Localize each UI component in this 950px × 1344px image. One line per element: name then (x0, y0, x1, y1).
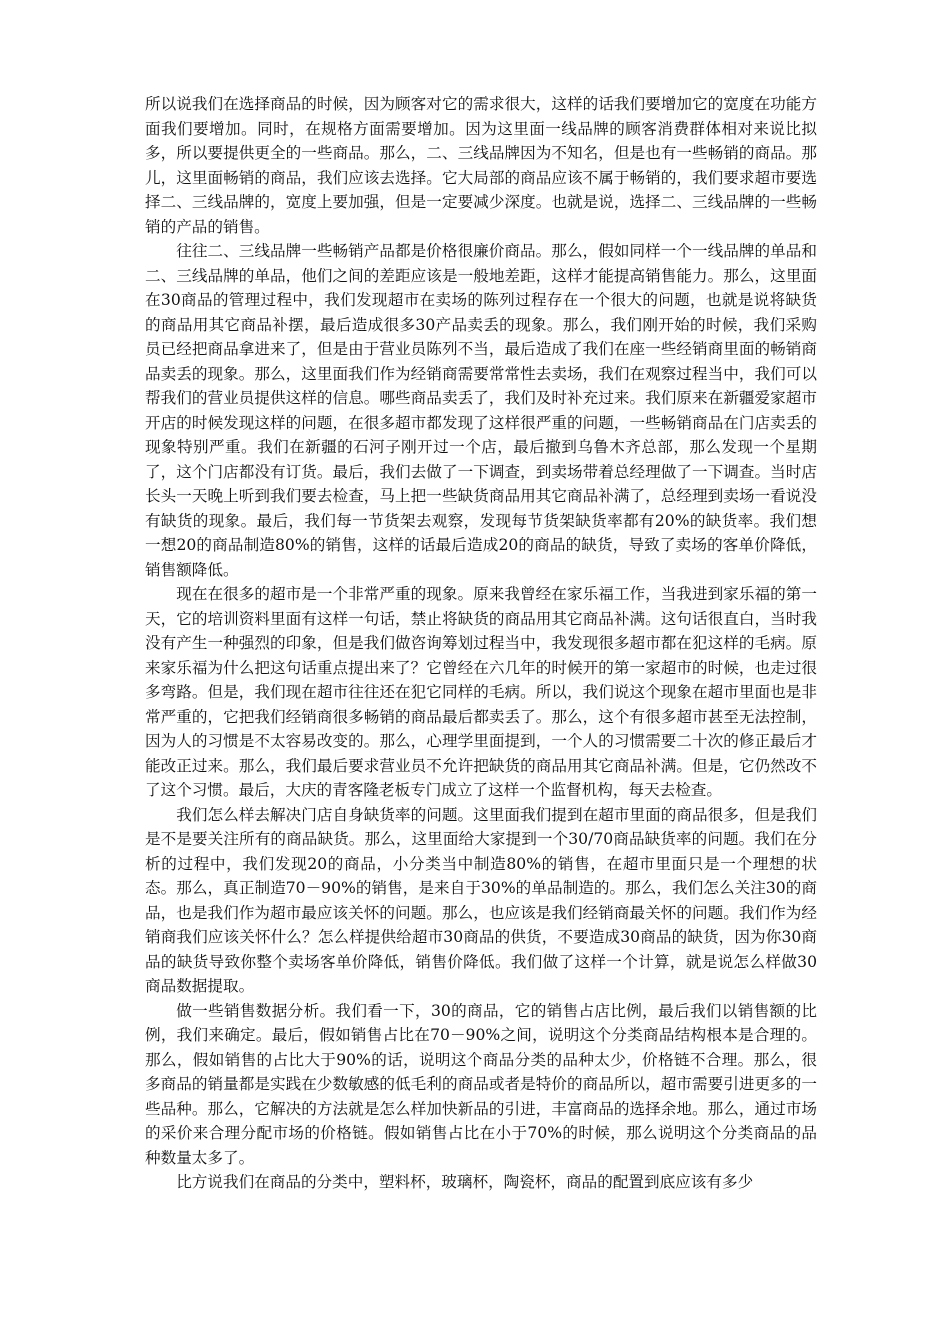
paragraph-4: 我们怎么样去解决门店自身缺货率的问题。这里面我们提到在超市里面的商品很多，但是我们是不是要关注所有的商品缺货。那么，这里面给大家提到一个30/70商品缺货率的问题。我们在分析的过程中，我们发现20的商品，小分类当中制造80%的销售，在超市里面只是一个理想的状态。那么，真正制造70－90%的销售，是来自于30%的单品制造的。那么，我们怎么关注30的商品，也是我们作为超市最应该关怀的问题。那么，也应该是我们经销商最关怀的问题。我们作为经销商我们应该关怀什么？怎么样提供给超市30商品的供货，不要造成30商品的缺货，因为你30商品的缺货导致你整个卖场客单价降低，销售价降低。我们做了这样一个计算，就是说怎么样做30商品数据提取。 (145, 805, 817, 995)
paragraph-3: 现在在很多的超市是一个非常严重的现象。原来我曾经在家乐福工作，当我进到家乐福的第一天，它的培训资料里面有这样一句话，禁止将缺货的商品用其它商品补满。这句话很直白，当时我没有产生一种强烈的印象，但是我们做咨询筹划过程当中，我发现很多超市都在犯这样的毛病。原来家乐福为什么把这句话重点提出来了？它曾经在六几年的时候开的第一家超市的时候，也走过很多弯路。但是，我们现在超市往往还在犯它同样的毛病。所以，我们说这个现象在超市里面也是非常严重的，它把我们经销商很多畅销的商品最后都卖丢了。那么，这个有很多超市甚至无法控制，因为人的习惯是不太容易改变的。那么，心理学里面提到，一个人的习惯需要二十次的修正最后才能改正过来。那么，我们最后要求营业员不允许把缺货的商品用其它商品补满。但是，它仍然改不了这个习惯。最后，大庆的青客隆老板专门成立了这样一个监督机构，每天去检查。 (145, 585, 817, 799)
paragraph-5: 做一些销售数据分析。我们看一下，30的商品，它的销售占店比例，最后我们以销售额的比例，我们来确定。最后，假如销售占比在70－90%之间，说明这个分类商品结构根本是合理的。那么，假如销售的占比大于90%的话，说明这个商品分类的品种太少，价格链不合理。那么，很多商品的销量都是实践在少数敏感的低毛利的商品或者是特价的商品所以，超市需要引进更多的一些品种。那么，它解决的方法就是怎么样加快新品的引进，丰富商品的选择余地。那么，通过市场的采价来合理分配市场的价格链。假如销售占比在小于70%的时候，那么说明这个分类商品的品种数量太多了。 (145, 1001, 817, 1167)
paragraph-1: 所以说我们在选择商品的时候，因为顾客对它的需求很大，这样的话我们要增加它的宽度在功能方面我们要增加。同时，在规格方面需要增加。因为这里面一线品牌的顾客消费群体相对来说比拟多，所以要提供更全的一些商品。那么，二、三线品牌因为不知名，但是也有一些畅销的商品。那儿，这里面畅销的商品，我们应该去选择。它大局部的商品应该不属于畅销的，我们要求超市要选择二、三线品牌的，宽度上要加强，但是一定要减少深度。也就是说，选择二、三线品牌的一些畅销的产品的销售。 (145, 95, 817, 236)
paragraph-2: 往往二、三线品牌一些畅销产品都是价格很廉价商品。那么，假如同样一个一线品牌的单品和二、三线品牌的单品，他们之间的差距应该是一般地差距，这样才能提高销售能力。那么，这里面在30商品的管理过程中，我们发现超市在卖场的陈列过程存在一个很大的问题，也就是说将缺货的商品用其它商品补摆，最后造成很多30产品卖丢的现象。那么，我们刚开始的时候，我们采购员已经把商品拿进来了，但是由于营业员陈列不当，最后造成了我们在座一些经销商里面的畅销商品卖丢的现象。那么，这里面我们作为经销商需要常常性去卖场，我们在观察过程当中，我们可以帮我们的营业员提供这样的信息。哪些商品卖丢了，我们及时补充过来。我们原来在新疆爱家超市开店的时候发现这样的问题，在很多超市都发现了这样很严重的问题，一些畅销商品在门店卖丢的现象特别严重。我们在新疆的石河子刚开过一个店，最后撤到乌鲁木齐总部，那么发现一个星期了，这个门店都没有订货。最后，我们去做了一下调查，到卖场带着总经理做了一下调查。当时店长头一天晚上听到我们要去检查，马上把一些缺货商品用其它商品补满了，总经理到卖场一看说没有缺货的现象。最后，我们每一节货架去观察，发现每节货架缺货率都有20%的缺货率。我们想一想20的商品制造80%的销售，这样的话最后造成20的商品的缺货，导致了卖场的客单价降低，销售额降低。 (145, 242, 817, 579)
paragraph-6: 比方说我们在商品的分类中，塑料杯，玻璃杯，陶瓷杯，商品的配置到底应该有多少 (176, 1173, 754, 1191)
document-page (145, 92, 817, 1195)
